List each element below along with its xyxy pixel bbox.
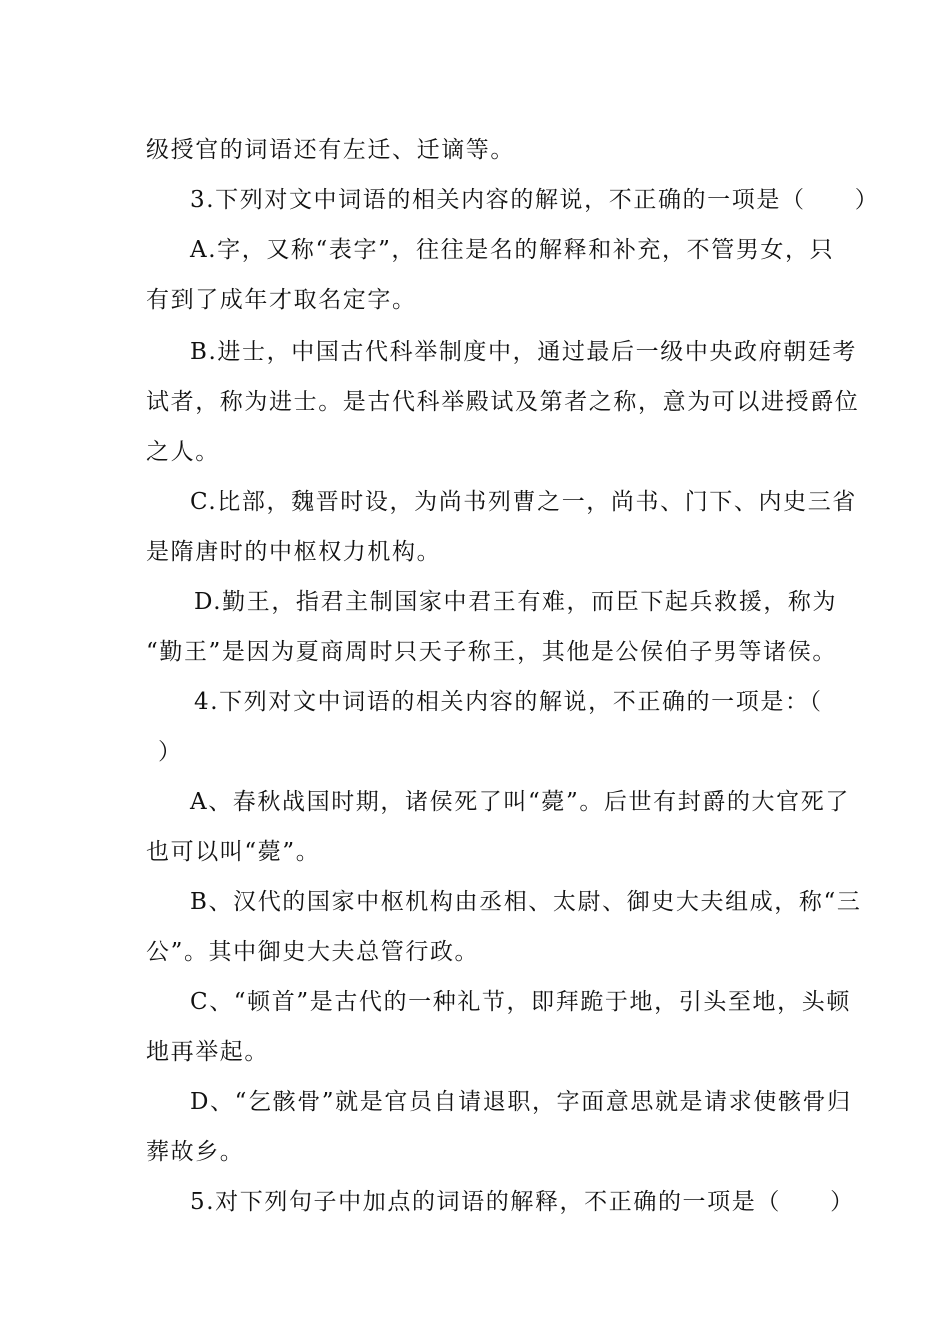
option-4b-line1: B、汉代的国家中枢机构由丞相、太尉、御史大夫组成，称“三	[190, 889, 862, 915]
option-3b-line2: 试者，称为进士。是古代科举殿试及第者之称，意为可以进授爵位	[146, 389, 860, 415]
option-4a-line2: 也可以叫“薨”。	[146, 839, 321, 865]
option-3d-line1: D.勤王，指君主制国家中君王有难，而臣下起兵救援，称为	[194, 589, 838, 615]
option-4d-line2: 葬故乡。	[146, 1139, 245, 1165]
option-3c-line1: C.比部，魏晋时设，为尚书列曹之一，尚书、门下、内史三省	[190, 489, 857, 515]
option-4d-line1: D、“乞骸骨”就是官员自请退职，字面意思就是请求使骸骨归	[190, 1089, 852, 1115]
question-5-stem: 5.对下列句子中加点的词语的解释，不正确的一项是（ ）	[190, 1189, 855, 1215]
question-3-stem: 3.下列对文中词语的相关内容的解说，不正确的一项是（ ）	[190, 187, 880, 213]
option-3a-line1: A.字，又称“表字”，往往是名的解释和补充，不管男女，只	[190, 237, 835, 263]
text-line: 级授官的词语还有左迁、迁谪等。	[146, 137, 515, 163]
question-4-paren: ）	[158, 739, 183, 765]
option-4c-line2: 地再举起。	[146, 1039, 269, 1065]
question-4-stem: 4.下列对文中词语的相关内容的解说，不正确的一项是：（	[194, 689, 823, 715]
option-4a-line1: A、春秋战国时期，诸侯死了叫“薨”。后世有封爵的大官死了	[190, 789, 850, 815]
option-4b-line2: 公”。其中御史大夫总管行政。	[146, 939, 480, 965]
option-3d-line2: “勤王”是因为夏商周时只天子称王，其他是公侯伯子男等诸侯。	[146, 639, 837, 665]
option-4c-line1: C、“顿首”是古代的一种礼节，即拜跪于地，引头至地，头顿	[190, 989, 851, 1015]
option-3c-line2: 是隋唐时的中枢权力机构。	[146, 539, 442, 565]
option-3a-line2: 有到了成年才取名定字。	[146, 287, 417, 313]
option-3b-line3: 之人。	[146, 439, 220, 465]
option-3b-line1: B.进士，中国古代科举制度中，通过最后一级中央政府朝廷考	[190, 339, 858, 365]
